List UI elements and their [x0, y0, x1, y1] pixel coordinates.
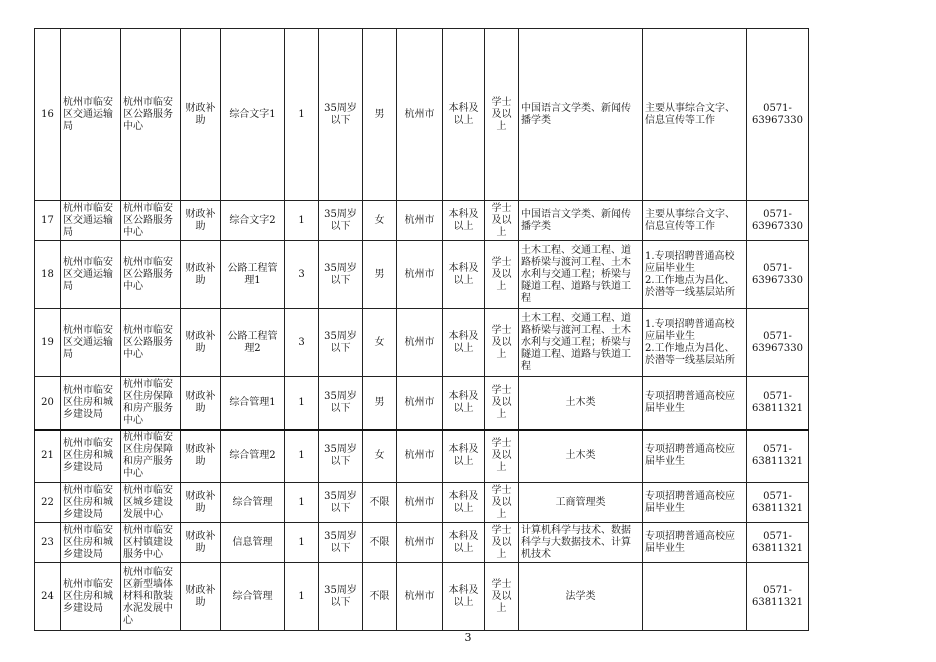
phone-cell: 0571-63811321 [747, 563, 809, 631]
phone-cell: 0571-63811321 [747, 430, 809, 483]
funding-cell: 财政补助 [181, 201, 221, 241]
degree-cell: 学士及以上 [485, 201, 519, 241]
department-cell: 杭州市临安区住房和城乡建设局 [61, 377, 121, 430]
gender-cell: 女 [363, 201, 397, 241]
degree-cell: 学士及以上 [485, 483, 519, 523]
age-cell: 35周岁以下 [319, 29, 363, 201]
age-cell: 35周岁以下 [319, 483, 363, 523]
unit-cell: 杭州市临安区城乡建设发展中心 [121, 483, 181, 523]
department-cell: 杭州市临安区住房和城乡建设局 [61, 523, 121, 563]
education-cell: 本科及以上 [443, 430, 485, 483]
table-row [35, 201, 809, 241]
origin-cell: 杭州市 [397, 201, 443, 241]
headcount-cell: 3 [285, 241, 319, 309]
gender-cell: 男 [363, 377, 397, 430]
education-cell: 本科及以上 [443, 563, 485, 631]
post-name-cell: 综合管理 [221, 563, 285, 631]
table-row [35, 309, 809, 377]
education-cell: 本科及以上 [443, 377, 485, 430]
requirements-cell: 专项招聘普通高校应届毕业生 [643, 523, 747, 563]
major-cell: 工商管理类 [519, 483, 643, 523]
degree-cell: 学士及以上 [485, 377, 519, 430]
origin-cell: 杭州市 [397, 523, 443, 563]
unit-cell: 杭州市临安区村镇建设服务中心 [121, 523, 181, 563]
degree-cell: 学士及以上 [485, 309, 519, 377]
requirements-cell [643, 563, 747, 631]
gender-cell: 男 [363, 29, 397, 201]
headcount-cell: 1 [285, 201, 319, 241]
age-cell: 35周岁以下 [319, 563, 363, 631]
requirements-cell: 1.专项招聘普通高校应届毕业生 2.工作地点为昌化、於潜等一线基层站所 [643, 241, 747, 309]
headcount-cell: 1 [285, 483, 319, 523]
unit-cell: 杭州市临安区住房保障和房产服务中心 [121, 430, 181, 483]
headcount-cell: 1 [285, 430, 319, 483]
funding-cell: 财政补助 [181, 563, 221, 631]
unit-cell: 杭州市临安区公路服务中心 [121, 309, 181, 377]
unit-cell: 杭州市临安区公路服务中心 [121, 241, 181, 309]
row-number: 20 [35, 377, 61, 430]
gender-cell: 男 [363, 241, 397, 309]
phone-cell: 0571-63811321 [747, 483, 809, 523]
row-number: 17 [35, 201, 61, 241]
major-cell: 法学类 [519, 563, 643, 631]
degree-cell: 学士及以上 [485, 563, 519, 631]
age-cell: 35周岁以下 [319, 201, 363, 241]
department-cell: 杭州市临安区交通运输局 [61, 241, 121, 309]
headcount-cell: 3 [285, 309, 319, 377]
table-row [35, 377, 809, 430]
table-row [35, 563, 809, 631]
degree-cell: 学士及以上 [485, 430, 519, 483]
post-name-cell: 综合管理1 [221, 377, 285, 430]
headcount-cell: 1 [285, 29, 319, 201]
age-cell: 35周岁以下 [319, 241, 363, 309]
requirements-cell: 专项招聘普通高校应届毕业生 [643, 377, 747, 430]
funding-cell: 财政补助 [181, 309, 221, 377]
post-name-cell: 综合文字1 [221, 29, 285, 201]
unit-cell: 杭州市临安区公路服务中心 [121, 29, 181, 201]
requirements-cell: 1.专项招聘普通高校应届毕业生 2.工作地点为昌化、於潜等一线基层站所 [643, 309, 747, 377]
phone-cell: 0571-63811321 [747, 523, 809, 563]
requirements-cell: 主要从事综合文字、信息宣传等工作 [643, 29, 747, 201]
education-cell: 本科及以上 [443, 201, 485, 241]
major-cell: 中国语言文学类、新闻传播学类 [519, 201, 643, 241]
unit-cell: 杭州市临安区新型墙体材料和散装水泥发展中心 [121, 563, 181, 631]
major-cell: 计算机科学与技术、数据科学与大数据技术、计算机技术 [519, 523, 643, 563]
post-name-cell: 公路工程管理2 [221, 309, 285, 377]
table-row [35, 523, 809, 563]
origin-cell: 杭州市 [397, 483, 443, 523]
education-cell: 本科及以上 [443, 523, 485, 563]
major-cell: 中国语言文学类、新闻传播学类 [519, 29, 643, 201]
gender-cell: 不限 [363, 483, 397, 523]
origin-cell: 杭州市 [397, 309, 443, 377]
department-cell: 杭州市临安区交通运输局 [61, 29, 121, 201]
funding-cell: 财政补助 [181, 241, 221, 309]
table-row [35, 241, 809, 309]
row-number: 16 [35, 29, 61, 201]
requirements-cell: 专项招聘普通高校应届毕业生 [643, 483, 747, 523]
requirements-cell: 主要从事综合文字、信息宣传等工作 [643, 201, 747, 241]
post-name-cell: 综合文字2 [221, 201, 285, 241]
table-row [35, 29, 809, 201]
funding-cell: 财政补助 [181, 483, 221, 523]
age-cell: 35周岁以下 [319, 309, 363, 377]
department-cell: 杭州市临安区住房和城乡建设局 [61, 563, 121, 631]
age-cell: 35周岁以下 [319, 523, 363, 563]
row-number: 22 [35, 483, 61, 523]
degree-cell: 学士及以上 [485, 523, 519, 563]
major-cell: 土木工程、交通工程、道路桥梁与渡河工程、土木水利与交通工程；桥梁与隧道工程、道路与铁道工程 [519, 241, 643, 309]
education-cell: 本科及以上 [443, 483, 485, 523]
unit-cell: 杭州市临安区公路服务中心 [121, 201, 181, 241]
age-cell: 35周岁以下 [319, 430, 363, 483]
major-cell: 土木类 [519, 377, 643, 430]
education-cell: 本科及以上 [443, 29, 485, 201]
education-cell: 本科及以上 [443, 309, 485, 377]
page-number: 3 [464, 631, 472, 644]
department-cell: 杭州市临安区交通运输局 [61, 309, 121, 377]
row-number: 23 [35, 523, 61, 563]
department-cell: 杭州市临安区住房和城乡建设局 [61, 483, 121, 523]
requirements-cell: 专项招聘普通高校应届毕业生 [643, 430, 747, 483]
phone-cell: 0571-63967330 [747, 29, 809, 201]
age-cell: 35周岁以下 [319, 377, 363, 430]
headcount-cell: 1 [285, 523, 319, 563]
recruitment-table [34, 28, 809, 631]
gender-cell: 不限 [363, 523, 397, 563]
funding-cell: 财政补助 [181, 430, 221, 483]
post-name-cell: 公路工程管理1 [221, 241, 285, 309]
origin-cell: 杭州市 [397, 29, 443, 201]
table-row [35, 430, 809, 483]
degree-cell: 学士及以上 [485, 29, 519, 201]
headcount-cell: 1 [285, 377, 319, 430]
gender-cell: 不限 [363, 563, 397, 631]
major-cell: 土木类 [519, 430, 643, 483]
department-cell: 杭州市临安区住房和城乡建设局 [61, 430, 121, 483]
origin-cell: 杭州市 [397, 377, 443, 430]
row-number: 24 [35, 563, 61, 631]
unit-cell: 杭州市临安区住房保障和房产服务中心 [121, 377, 181, 430]
department-cell: 杭州市临安区交通运输局 [61, 201, 121, 241]
post-name-cell: 综合管理2 [221, 430, 285, 483]
origin-cell: 杭州市 [397, 241, 443, 309]
funding-cell: 财政补助 [181, 377, 221, 430]
table-row [35, 483, 809, 523]
phone-cell: 0571-63967330 [747, 201, 809, 241]
funding-cell: 财政补助 [181, 29, 221, 201]
phone-cell: 0571-63967330 [747, 241, 809, 309]
phone-cell: 0571-63811321 [747, 377, 809, 430]
gender-cell: 女 [363, 430, 397, 483]
degree-cell: 学士及以上 [485, 241, 519, 309]
row-number: 19 [35, 309, 61, 377]
gender-cell: 女 [363, 309, 397, 377]
post-name-cell: 信息管理 [221, 523, 285, 563]
education-cell: 本科及以上 [443, 241, 485, 309]
row-number: 18 [35, 241, 61, 309]
phone-cell: 0571-63967330 [747, 309, 809, 377]
post-name-cell: 综合管理 [221, 483, 285, 523]
row-number: 21 [35, 430, 61, 483]
headcount-cell: 1 [285, 563, 319, 631]
origin-cell: 杭州市 [397, 430, 443, 483]
origin-cell: 杭州市 [397, 563, 443, 631]
major-cell: 土木工程、交通工程、道路桥梁与渡河工程、土木水利与交通工程；桥梁与隧道工程、道路与铁道工程 [519, 309, 643, 377]
funding-cell: 财政补助 [181, 523, 221, 563]
